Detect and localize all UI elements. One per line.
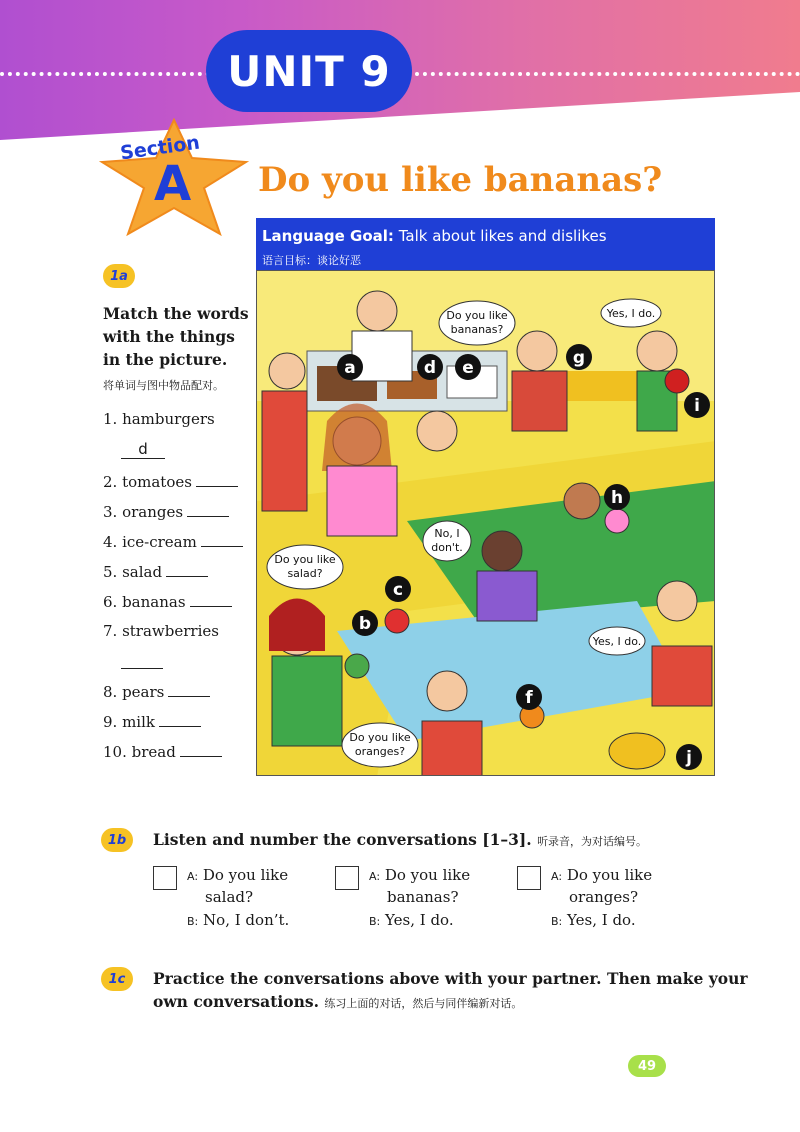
boy-head [269, 353, 305, 389]
conversation-line [551, 911, 636, 929]
bubble-text-4a: Do you like [274, 553, 336, 566]
page-number: 49 [628, 1055, 666, 1077]
bubble-text-3b: don't. [431, 541, 463, 554]
conversation-text: salad? [205, 888, 254, 906]
activity-1b-instruction [153, 830, 647, 849]
header-dotted-line-right [415, 72, 800, 76]
word-label: 3. oranges [103, 503, 184, 521]
list-item [103, 592, 232, 611]
strawberries [665, 369, 689, 393]
conversation-number-box[interactable] [517, 866, 541, 890]
conversation-text: bananas? [387, 888, 459, 906]
bubble-text-6b: oranges? [354, 745, 406, 758]
list-item [103, 502, 229, 521]
unit-title: UNIT 9 [227, 46, 391, 96]
language-goal-label: Language Goal: [262, 227, 394, 245]
bubble-text-4b: salad? [287, 567, 323, 580]
list-item [103, 682, 210, 701]
speaker-b-label: B: [369, 915, 381, 928]
conversation-line [187, 911, 289, 929]
speech-bubble [601, 299, 661, 327]
bubble-text-1b: bananas? [450, 323, 504, 336]
activity-1c-line2-text: own conversations. [153, 992, 319, 1011]
speaker-b-label: B: [187, 915, 199, 928]
activity-badge-1c: 1c [101, 967, 133, 991]
cafeteria-scene [257, 271, 715, 776]
conversation-number-box[interactable] [153, 866, 177, 890]
answer-blank[interactable] [196, 472, 238, 487]
answer-blank[interactable] [166, 562, 208, 577]
label-d: d [423, 358, 437, 378]
speaker-a-label: A: [369, 870, 381, 883]
section-word: Section [118, 131, 202, 165]
conversation-line [369, 866, 470, 884]
list-item [103, 712, 201, 731]
pears [609, 733, 665, 769]
label-f: f [525, 688, 533, 708]
language-goal-text [262, 227, 607, 245]
speech-bubble [267, 545, 343, 589]
answer-blank[interactable] [201, 532, 243, 547]
label-i: i [694, 396, 700, 416]
word-label: 1. hamburgers [103, 410, 215, 428]
bubble-text-6a: Do you like [349, 731, 411, 744]
list-item [103, 622, 219, 640]
conversation-text: Do you like [384, 866, 471, 884]
language-goal-zh: 语言目标：谈论好恶 [262, 254, 361, 267]
speech-bubble [439, 301, 515, 345]
speaker-a-label: A: [187, 870, 199, 883]
list-item [103, 410, 215, 428]
tomatoes [385, 609, 409, 633]
salad [345, 654, 369, 678]
conversation-text: No, I don’t. [203, 911, 290, 929]
cafeteria-illustration [256, 270, 715, 776]
label-j: j [686, 748, 692, 768]
speech-bubble [589, 627, 645, 655]
activity-1c-line2 [153, 992, 522, 1011]
word-label: 2. tomatoes [103, 473, 192, 491]
conversation-text: Yes, I do. [385, 911, 454, 929]
activity-1c-line1: Practice the conversations above with your partner. Then make your [153, 969, 748, 988]
bubble-text-3a: No, I [434, 527, 460, 540]
activity-badge-1b: 1b [101, 828, 133, 852]
list-item [103, 472, 238, 491]
answer-blank[interactable] [180, 742, 222, 757]
section-letter: A [154, 156, 192, 212]
example-answer: d [121, 440, 165, 459]
conversation-line [187, 866, 288, 884]
bubble-text-2: Yes, I do. [606, 307, 656, 320]
list-item [103, 742, 222, 761]
header-dotted-line-left [0, 72, 210, 76]
cook-head [357, 291, 397, 331]
speech-bubble [342, 723, 418, 767]
speaker-b-label: B: [551, 915, 563, 928]
word-label: 4. ice-cream [103, 533, 197, 551]
conversation-text: Do you like [566, 866, 653, 884]
conversation-line [369, 911, 454, 929]
answer-blank[interactable] [159, 712, 201, 727]
unit-badge [206, 30, 412, 112]
activity-1b-instruction-zh: 听录音，为对话编号。 [537, 835, 648, 848]
label-h: h [610, 488, 624, 508]
bubble-text-1a: Do you like [446, 309, 508, 322]
label-b: b [358, 614, 372, 634]
conversation-line [551, 866, 652, 884]
answer-blank[interactable] [121, 654, 163, 669]
activity-1b-instruction-text: Listen and number the conversations [1–3]. [153, 830, 532, 849]
word-label: 6. bananas [103, 593, 186, 611]
word-label: 10. bread [103, 743, 176, 761]
speech-bubble [423, 521, 471, 561]
label-e: e [462, 358, 474, 378]
word-label: 5. salad [103, 563, 163, 581]
answer-blank[interactable] [168, 682, 210, 697]
label-g: g [572, 348, 586, 368]
activity-badge-1a: 1a [103, 264, 135, 288]
ice-cream [605, 509, 629, 533]
speaker-a-label: A: [551, 870, 563, 883]
answer-blank[interactable] [190, 592, 232, 607]
list-item [103, 562, 208, 581]
page-title: Do you like bananas? [258, 160, 663, 200]
label-c: c [392, 580, 404, 600]
answer-blank[interactable] [187, 502, 229, 517]
activity-1a-instruction: Match the words with the things in the picture. [103, 304, 249, 369]
activity-1a-instruction-zh: 将单词与图中物品配对。 [103, 379, 224, 392]
bubble-text-5: Yes, I do. [592, 635, 642, 648]
language-goal-bar [256, 218, 715, 270]
conversation-number-box[interactable] [335, 866, 359, 890]
label-a: a [344, 358, 356, 378]
word-label: 7. strawberries [103, 622, 219, 640]
conversation-text: Yes, I do. [567, 911, 636, 929]
list-item [103, 532, 243, 551]
word-label: 9. milk [103, 713, 155, 731]
conversation-text: Do you like [202, 866, 289, 884]
language-goal-description: Talk about likes and dislikes [398, 227, 607, 245]
conversation-text: oranges? [569, 888, 639, 906]
activity-1c-zh: 练习上面的对话，然后与同伴编新对话。 [324, 997, 523, 1010]
list-item [121, 654, 163, 673]
word-label: 8. pears [103, 683, 165, 701]
